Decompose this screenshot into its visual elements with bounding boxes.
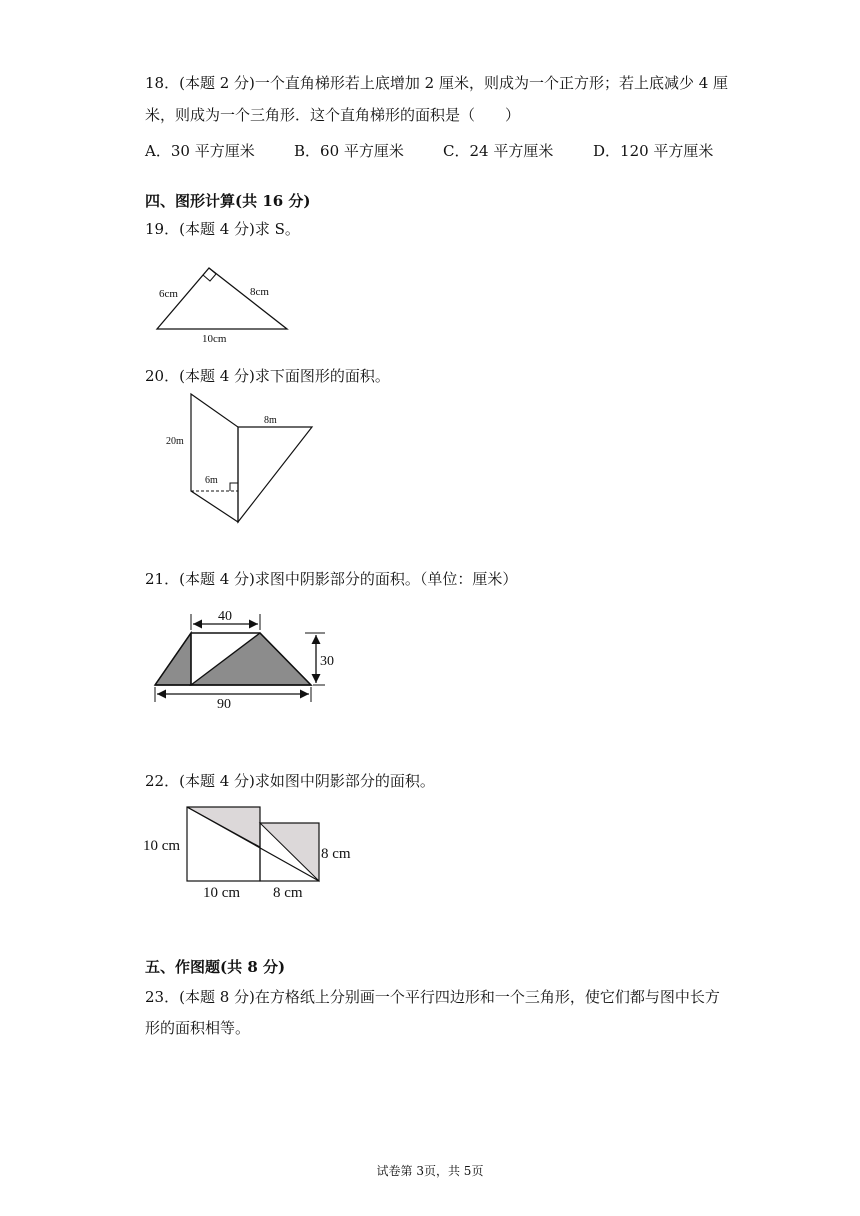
q20-right-angle-mark	[230, 483, 238, 491]
q21-text: 21．(本题 4 分)求图中阴影部分的面积。（单位：厘米）	[145, 570, 518, 588]
q19-right-angle-mark	[203, 268, 216, 281]
q19-text: 19．(本题 4 分)求 S。	[145, 220, 300, 238]
q21-trapezoid-figure	[145, 600, 355, 715]
q22-label-right: 8 cm	[321, 846, 351, 862]
q19-label-right: 8cm	[250, 286, 269, 298]
q22-label-bottom-right: 8 cm	[273, 885, 303, 901]
q22-label-left: 10 cm	[143, 838, 181, 854]
q18-option-b: B．60 平方厘米	[294, 142, 404, 160]
q20-label-top: 8m	[264, 415, 277, 426]
q18-text-line2: 米，则成为一个三角形．这个直角梯形的面积是（ ）	[145, 106, 521, 124]
q20-label-small: 6m	[205, 475, 218, 486]
q18-option-a: A．30 平方厘米	[145, 142, 255, 160]
q18-option-d: D．120 平方厘米	[593, 142, 714, 160]
q19-label-base: 10cm	[202, 333, 227, 345]
q19-triangle-figure	[150, 260, 300, 350]
q20-text: 20．(本题 4 分)求下面图形的面积。	[145, 367, 390, 385]
q21-label-top: 40	[218, 609, 232, 624]
q22-label-bottom-left: 10 cm	[203, 885, 241, 901]
q20-quadrilateral	[191, 394, 238, 522]
q22-shaded-right-triangle	[260, 823, 319, 881]
q20-triangle	[238, 427, 312, 522]
section-5-heading: 五、作图题(共 8 分)	[145, 958, 286, 976]
section-4-heading: 四、图形计算(共 16 分)	[145, 192, 311, 210]
q18-option-c: C．24 平方厘米	[443, 142, 554, 160]
q22-rectangles-figure	[140, 800, 370, 910]
q23-text-line1: 23．(本题 8 分)在方格纸上分别画一个平行四边形和一个三角形，使它们都与图中长方	[145, 988, 720, 1006]
page-footer: 试卷第 3页，共 5页	[376, 1164, 484, 1178]
q20-composite-figure	[160, 390, 330, 530]
q21-label-height: 30	[320, 654, 334, 669]
q22-text: 22．(本题 4 分)求如图中阴影部分的面积。	[145, 772, 435, 790]
q20-label-height: 20m	[166, 436, 184, 447]
q18-text-line1: 18．(本题 2 分)一个直角梯形若上底增加 2 厘米，则成为一个正方形；若上底减少 4 厘	[145, 74, 729, 92]
q21-shaded-right-triangle	[191, 633, 311, 685]
q21-label-bottom: 90	[217, 697, 231, 712]
q23-text-line2: 形的面积相等。	[145, 1019, 251, 1037]
q19-label-left: 6cm	[159, 288, 178, 300]
